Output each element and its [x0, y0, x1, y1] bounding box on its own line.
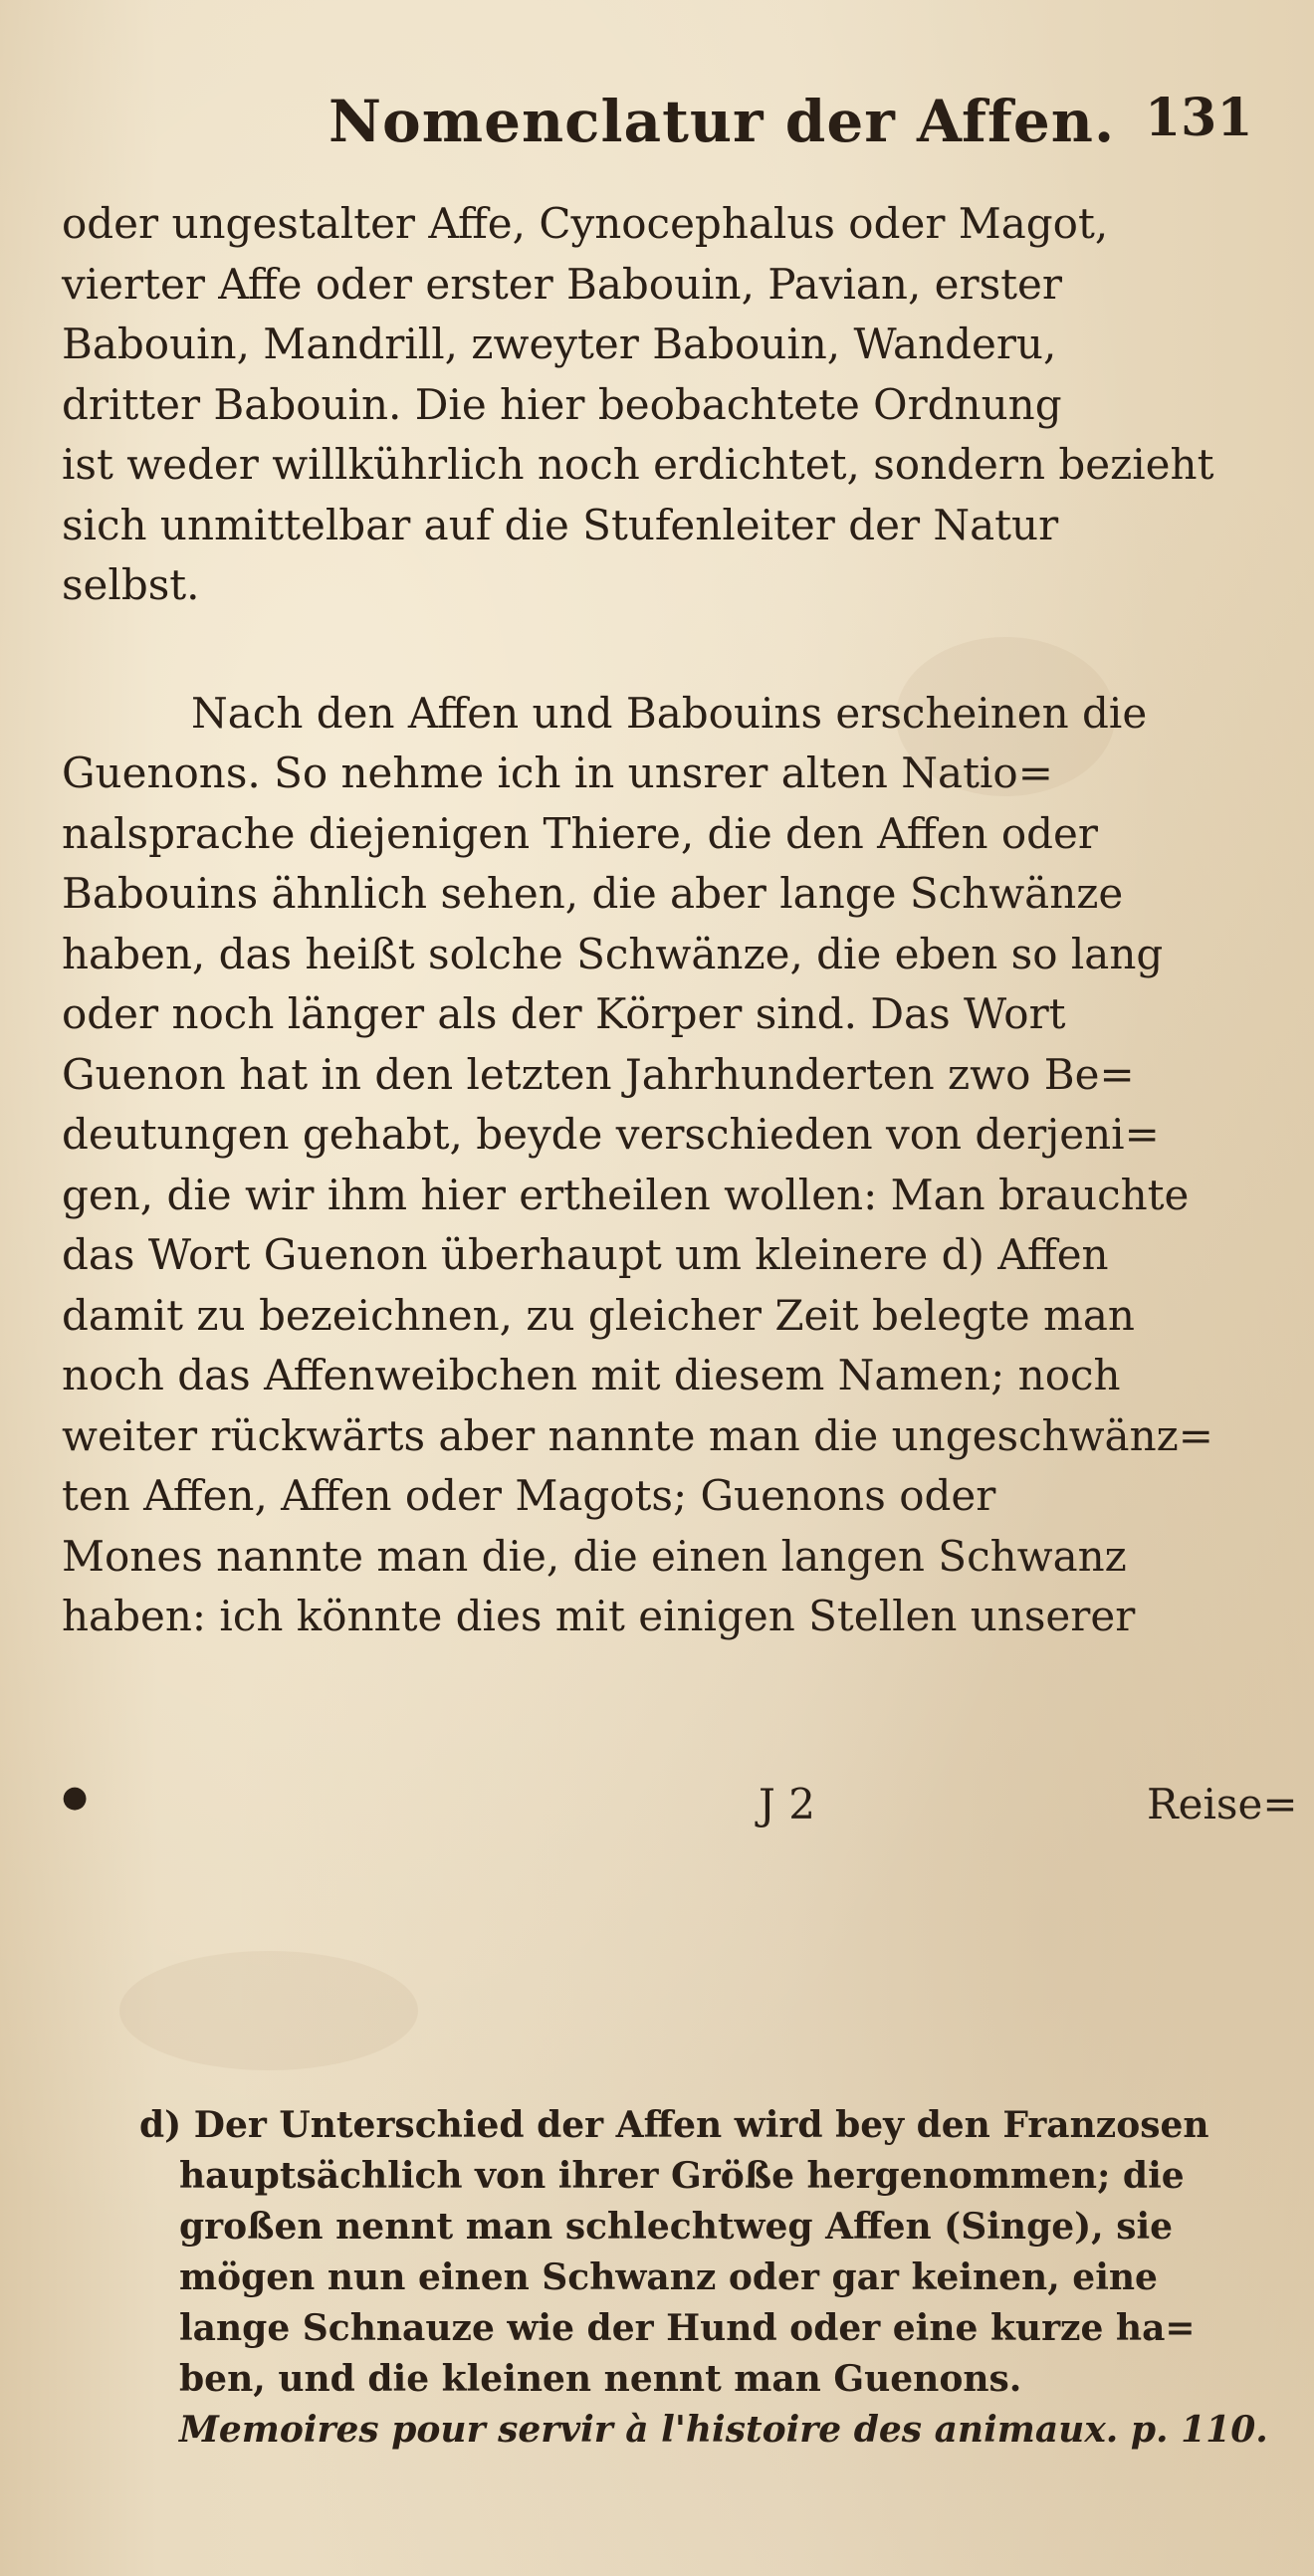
- footnote-line: ben, und die kleinen nennt man Guenons.: [179, 2358, 1022, 2400]
- text-line: oder noch länger als der Körper sind. Das Wort: [62, 989, 1066, 1038]
- text-line: haben: ich könnte dies mit einigen Stellen unserer: [62, 1592, 1136, 1640]
- catchword: Reise=: [1147, 1780, 1298, 1828]
- signature-line: [62, 1780, 1298, 1839]
- text-line: dritter Babouin. Die hier beobachtete Ordnung: [62, 379, 1062, 429]
- signature-mark: J 2: [759, 1780, 815, 1828]
- page-header: [0, 80, 1314, 179]
- text-line: Nach den Affen und Babouins erscheinen die: [191, 688, 1148, 738]
- footnote-line: mögen nun einen Schwanz oder gar keinen, eine: [179, 2256, 1158, 2298]
- text-line: Babouin, Mandrill, zweyter Babouin, Wanderu,: [62, 320, 1057, 368]
- paper-stain: [119, 1951, 418, 2070]
- main-text: [62, 194, 1256, 1647]
- footnote-line: lange Schnauze wie der Hund oder eine kurze ha=: [179, 2307, 1196, 2349]
- text-line: das Wort Guenon überhaupt um kleinere d) Affen: [62, 1230, 1109, 1279]
- paragraph: [62, 194, 1256, 616]
- footnote-line: hauptsächlich von ihrer Größe hergenommen; die: [179, 2155, 1185, 2197]
- text-line: Mones nannte man die, die einen langen Schwanz: [62, 1531, 1127, 1581]
- text-line: gen, die wir ihm hier ertheilen wollen: Man brauchte: [62, 1170, 1190, 1219]
- text-line: selbst.: [62, 560, 200, 609]
- footnote-line: d) Der Unterschied der Affen wird bey den Franzosen: [139, 2104, 1209, 2146]
- text-line: oder ungestalter Affe, Cynocephalus oder Magot,: [62, 199, 1109, 248]
- text-line: nalsprache diejenigen Thiere, die den Affen oder: [62, 808, 1098, 858]
- text-line: Guenon hat in den letzten Jahrhunderten zwo Be=: [62, 1049, 1135, 1099]
- text-line: ist weder willkührlich noch erdichtet, sondern bezieht: [62, 440, 1214, 489]
- footnote-citation: Memoires pour servir à l'histoire des animaux. p. 110.: [179, 2409, 1268, 2451]
- text-line: Babouins ähnlich sehen, die aber lange Schwänze: [62, 869, 1124, 918]
- ink-dot-icon: ●: [62, 1780, 89, 1815]
- text-line: vierter Affe oder erster Babouin, Pavian, erster: [62, 259, 1062, 309]
- footnote: [139, 2100, 1268, 2456]
- footnote-line: großen nennt man schlechtweg Affen (Singe), sie: [179, 2206, 1174, 2248]
- text-line: ten Affen, Affen oder Magots; Guenons oder: [62, 1471, 996, 1520]
- text-line: damit zu bezeichnen, zu gleicher Zeit belegte man: [62, 1290, 1135, 1340]
- text-line: haben, das heißt solche Schwänze, die eben so lang: [62, 929, 1164, 978]
- text-line: deutungen gehabt, beyde verschieden von derjeni=: [62, 1110, 1160, 1159]
- page-number: 131: [1145, 88, 1253, 148]
- paragraph: [62, 684, 1256, 1647]
- text-line: weiter rückwärts aber nannte man die ungeschwänz=: [62, 1410, 1213, 1460]
- text-line: sich unmittelbar auf die Stufenleiter der Natur: [62, 500, 1059, 549]
- text-line: noch das Affenweibchen mit diesem Namen; noch: [62, 1351, 1121, 1399]
- text-line: Guenons. So nehme ich in unsrer alten Natio=: [62, 749, 1053, 797]
- running-head: Nomenclatur der Affen.: [328, 88, 1116, 155]
